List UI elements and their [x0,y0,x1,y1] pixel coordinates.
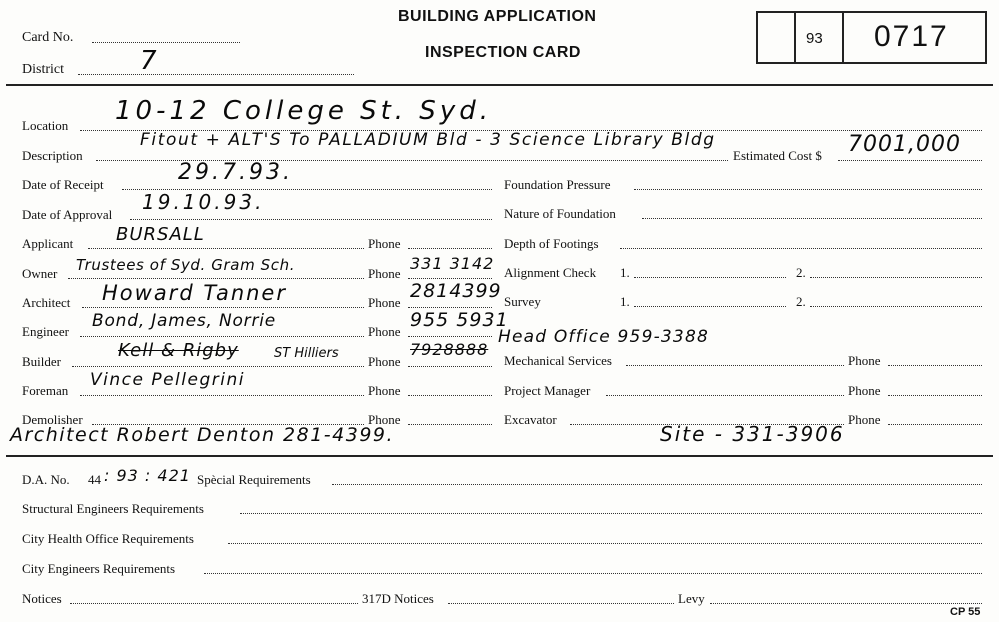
foreman-phone-line [408,395,492,396]
estimated-cost-value: 7001,000 [848,132,961,157]
depth-of-footings-line [620,248,982,249]
special-requirements-line [332,484,982,485]
district-label: District [22,62,64,77]
foreman-line [80,395,364,396]
date-of-approval-label: Date of Approval [22,207,113,222]
card-number-box [756,11,987,64]
owner-phone-label: Phone [368,266,401,281]
applicant-label: Applicant [22,236,74,251]
survey-num-2: 2. [796,294,806,309]
owner-value: Trustees of Syd. Gram Sch. [76,256,296,274]
city-health-line [228,543,982,544]
excavator-phone-line [888,424,982,425]
mechanical-services-phone-line [888,365,982,366]
alignment-check-label: Alignment Check [504,265,597,280]
builder-line [72,366,364,367]
excavator-label: Excavator [504,412,557,427]
card-number: 0717 [874,20,949,53]
title-line-1: BUILDING APPLICATION [398,8,597,25]
engineer-label: Engineer [22,324,69,339]
foundation-pressure-line [634,189,982,190]
project-manager-label: Project Manager [504,383,591,398]
engineer-phone: 955 5931 [410,309,509,331]
survey-line-1 [634,306,786,307]
excavator-phone-label: Phone [848,412,881,427]
builder-phone-line [408,366,492,367]
foreman-phone-label: Phone [368,383,401,398]
estimated-cost-line [838,160,982,161]
structural-engineers-line [240,513,982,514]
builder-label: Builder [22,354,61,369]
demolisher-phone-line [408,424,492,425]
mechanical-services-line [626,365,844,366]
da-no-printed: 44 [88,472,101,487]
builder-value: ST Hilliers [274,346,339,361]
nature-of-foundation-label: Nature of Foundation [504,206,616,221]
project-manager-phone-label: Phone [848,383,881,398]
date-of-receipt-value: 29.7.93. [178,160,293,185]
title-line-2: INSPECTION CARD [425,44,581,61]
survey-num-1: 1. [620,294,630,309]
location-label: Location [22,118,69,133]
architect-value: Howard Tanner [102,281,287,305]
survey-label: Survey [504,294,541,309]
notices-label: Notices [22,591,62,606]
alignment-check-line-1 [634,277,786,278]
demolisher-phone-label: Phone [368,412,401,427]
city-engineers-label: City Engineers Requirements [22,561,176,576]
foreman-label: Foreman [22,383,69,398]
box-divider-2 [842,11,844,64]
notices-317d-line [448,603,674,604]
applicant-line [88,248,364,249]
engineer-phone-label: Phone [368,324,401,339]
alignment-check-line-2 [810,277,982,278]
header-rule [6,84,993,86]
date-of-receipt-label: Date of Receipt [22,177,104,192]
alignment-check-num-1: 1. [620,265,630,280]
da-no-label: D.A. No. [22,472,70,487]
architect-note: Architect Robert Denton 281-4399. [10,424,395,446]
owner-label: Owner [22,266,58,281]
date-of-approval-value: 19.10.93. [142,190,265,214]
city-health-label: City Health Office Requirements [22,531,194,546]
da-no-value: : 93 : 421 [104,466,191,485]
city-engineers-line [204,573,982,574]
date-of-approval-line [130,219,492,220]
site-note: Site - 331-3906 [660,422,845,446]
owner-phone: 331 3142 [410,254,495,273]
builder-value-struck: Kell & Rigby [118,340,239,361]
card-year: 93 [806,30,823,47]
special-requirements-label: Spècial Requirements [197,472,311,487]
card-no-line [92,42,240,43]
survey-line-2 [810,306,982,307]
architect-phone-label: Phone [368,295,401,310]
project-manager-line [606,395,844,396]
description-label: Description [22,148,83,163]
middle-rule [6,455,993,457]
applicant-phone-label: Phone [368,236,401,251]
architect-label: Architect [22,295,71,310]
builder-phone-label: Phone [368,354,401,369]
excavator-line [570,424,844,425]
notices-317d-label: 317D Notices [362,591,434,606]
location-value: 10-12 College St. Syd. [115,96,492,126]
depth-of-footings-label: Depth of Footings [504,236,599,251]
levy-label: Levy [678,591,705,606]
nature-of-foundation-line [642,218,982,219]
architect-phone-line [408,307,492,308]
estimated-cost-label: Estimated Cost $ [733,148,822,163]
description-value: Fitout + ALT'S To PALLADIUM Bld - 3 Science Library Bldg [140,130,716,150]
project-manager-phone-line [888,395,982,396]
notices-line [70,603,358,604]
mechanical-services-phone-label: Phone [848,353,881,368]
foreman-value: Vince Pellegrini [90,370,245,390]
owner-phone-line [408,278,492,279]
card-no-label: Card No. [22,30,74,45]
builder-phone-struck: 7928888 [410,340,489,359]
box-divider-1 [794,11,796,64]
engineer-line [80,336,364,337]
applicant-value: BURSALL [116,224,205,245]
architect-phone: 2814399 [410,280,502,302]
applicant-phone-line [408,248,492,249]
architect-line [82,307,364,308]
engineer-value: Bond, James, Norrie [92,311,277,331]
owner-line [68,278,364,279]
foundation-pressure-label: Foundation Pressure [504,177,611,192]
district-value: 7 [140,46,158,76]
form-code: CP 55 [950,606,981,618]
structural-engineers-label: Structural Engineers Requirements [22,501,204,516]
demolisher-label: Demolisher [22,412,83,427]
mechanical-services-label: Mechanical Services [504,353,612,368]
engineer-phone-line [408,336,492,337]
builder-phone-note: Head Office 959-3388 [498,327,709,347]
alignment-check-num-2: 2. [796,265,806,280]
levy-line [710,603,982,604]
district-line [78,74,354,75]
